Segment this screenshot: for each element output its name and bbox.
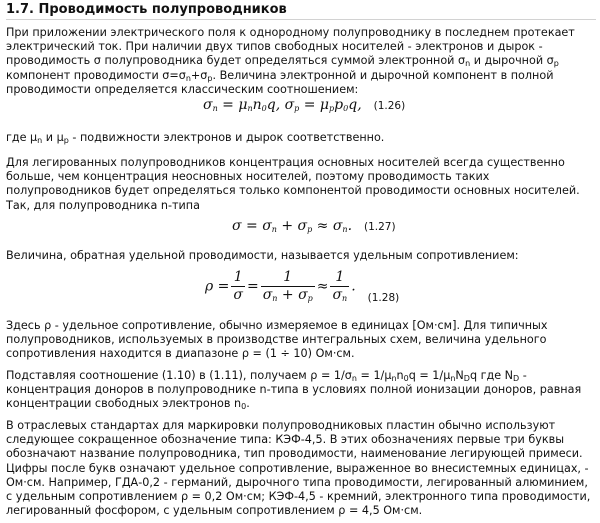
paragraph-resistivity-units: Здесь ρ - удельное сопротивление, обычно измеряемое в единицах [Ом·см]. Для типичных полупроводников, используемых в производстве интегральных схем, величина удельного сопротивления находится в диапазоне ρ = (1 ÷ 10) Ом·см.	[6, 319, 548, 361]
paragraph-substitution: Подставляя соотношение (1.10) в (1.11), получаем $\rho = 1/\sigma_n = 1/\mu_nn_0q = 1/\mu_nN_Dq$ где $N_D$ - концентрация доноров в полупроводнике n-типа в условиях полной ионизации доноров, равная концентрации свободных электронов $n_0$.	[6, 369, 582, 412]
paragraph-doped: Для легированных полупроводников концентрация основных носителей всегда существенно больше, чем концентрация неосновных носителей, поэтому проводимость таких полупроводников будет определяться только компонентой проводимости основных носителей. Так, для полупроводника n-типа	[6, 156, 580, 212]
fraction: $\frac{1}{\sigma_n}$	[332, 269, 348, 303]
equation-1-26: $\sigma_n = \mu_nn_0q$, $\sigma_p = \mu_pp_0q$, (1.26)	[203, 97, 406, 113]
equation-1-27: $\sigma = \sigma_n + \sigma_p \approx \sigma_n$. (1.27)	[232, 218, 396, 234]
equation-number: (1.27)	[364, 221, 396, 233]
equation-number: (1.26)	[373, 100, 406, 112]
paragraph-mobilities: где $\mu_n$ и $\mu_p$ - подвижности электронов и дырок соответственно.	[6, 131, 385, 145]
equation-1-28: ρ = $\frac{1}{\sigma}$ = $\frac{1}{\sigma_n + \sigma_p}$ ≈ $\frac{1}{\sigma_n}$ $._{(1.28)}$	[205, 269, 400, 304]
paragraph-resistivity-intro: Величина, обратная удельной проводимости, называется удельным сопротивлением:	[6, 249, 519, 262]
paragraph-conductivity: При приложении электрического поля к однородному полупроводнику в последнем протекает электрический ток. При наличии двух типов свободных носителей - электронов и дырок - проводимость σ полупроводника будет определяться суммой электронной $\sigma_n$ и дырочной $\sigma_p$ компонент проводимости $\sigma=\sigma_n+\sigma_p$. Величина электронной и дырочной компонент в полной проводимости определяется классическим соотношением:	[6, 26, 575, 96]
equation-number: (1.28)	[367, 291, 400, 304]
section-title: 1.7. Проводимость полупроводников	[6, 2, 596, 20]
paragraph-standards: В отраслевых стандартах для маркировки полупроводниковых пластин обычно используют следующее сокращенное обозначение типа: КЭФ-4,5. В этих обозначениях первые три буквы обозначают название полупроводника, тип проводимости, наименование легирующей примеси. Цифры после букв означают удельное сопротивление, выраженное во внесистемных единицах, - Ом·см. Например, ГДА-0,2 - германий, дырочного типа проводимости, легированный алюминием, с удельным сопротивлением ρ = 0,2 Ом·см; КЭФ-4,5 - кремний, электронного типа проводимости, легированный фосфором, с удельным сопротивлением ρ = 4,5 Ом·см.	[6, 419, 591, 518]
fraction: $\frac{1}{\sigma}$	[233, 269, 243, 303]
fraction: $\frac{1}{\sigma_n + \sigma_p}$	[262, 269, 313, 303]
